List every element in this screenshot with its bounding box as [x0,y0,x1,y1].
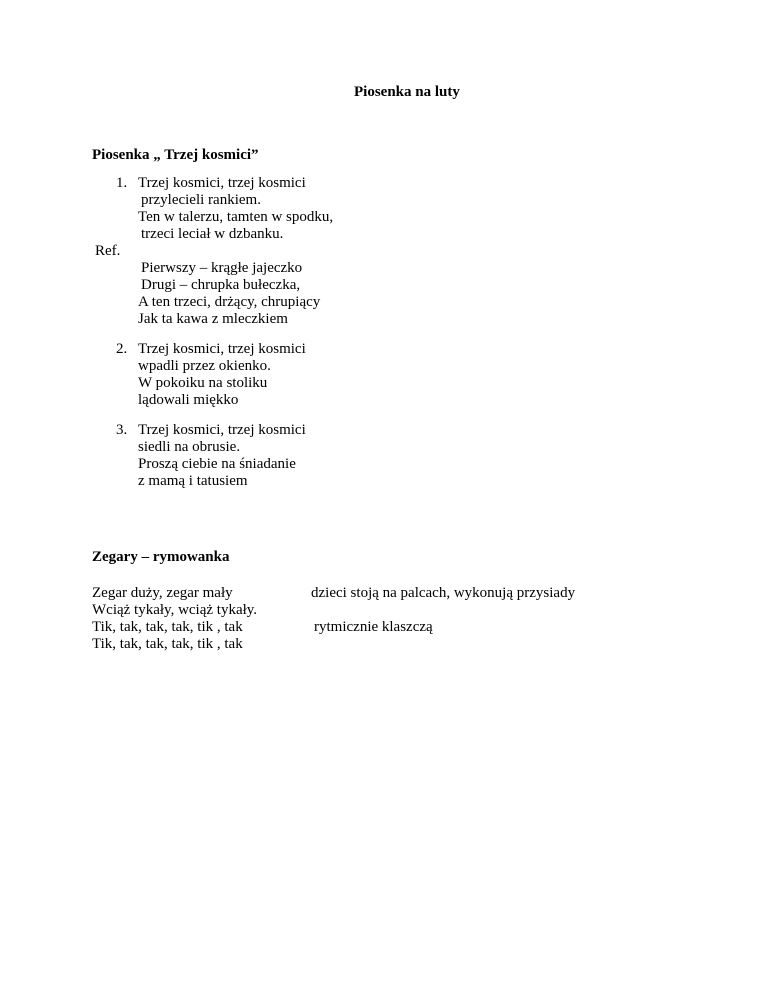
rhyme-line: Zegar duży, zegar mały [92,585,233,601]
verse-number: 3. [116,422,128,438]
refrain-line: A ten trzeci, drżący, chrupiący [138,294,321,310]
verse-line: siedli na obrusie. [138,439,241,455]
verse-line: Trzej kosmici, trzej kosmici [138,341,306,357]
verse-line: Ten w talerzu, tamten w spodku, [138,209,334,225]
instruction-line: dzieci stoją na palcach, wykonują przysiady [311,585,576,601]
verse-line: wpadli przez okienko. [138,358,271,374]
verse-line: W pokoiku na stoliku [138,375,268,391]
rhyme-heading: Zegary – rymowanka [92,549,230,565]
rhyme-line: Tik, tak, tak, tak, tik , tak [92,619,243,635]
refrain-line: Pierwszy – krągłe jajeczko [141,260,303,276]
refrain-line: Drugi – chrupka bułeczka, [141,277,301,293]
verse-line: przylecieli rankiem. [141,192,261,208]
verse-line: trzeci leciał w dzbanku. [141,226,284,242]
rhyme-line: Tik, tak, tak, tak, tik , tak [92,636,243,652]
verse-number: 1. [116,175,128,191]
rhyme-line: Wciąż tykały, wciąż tykały. [92,602,258,618]
verse-line: lądowali miękko [138,392,239,408]
refrain-line: Jak ta kawa z mleczkiem [138,311,288,327]
verse-number: 2. [116,341,128,357]
verse-line: Proszą ciebie na śniadanie [138,456,296,472]
page-title: Piosenka na luty [354,84,460,100]
verse-line: Trzej kosmici, trzej kosmici [138,422,306,438]
instruction-line: rytmicznie klaszczą [314,619,433,635]
refrain-label: Ref. [95,243,121,259]
verse-line: Trzej kosmici, trzej kosmici [138,175,306,191]
song-heading: Piosenka „ Trzej kosmici” [92,147,259,163]
verse-line: z mamą i tatusiem [138,473,248,489]
